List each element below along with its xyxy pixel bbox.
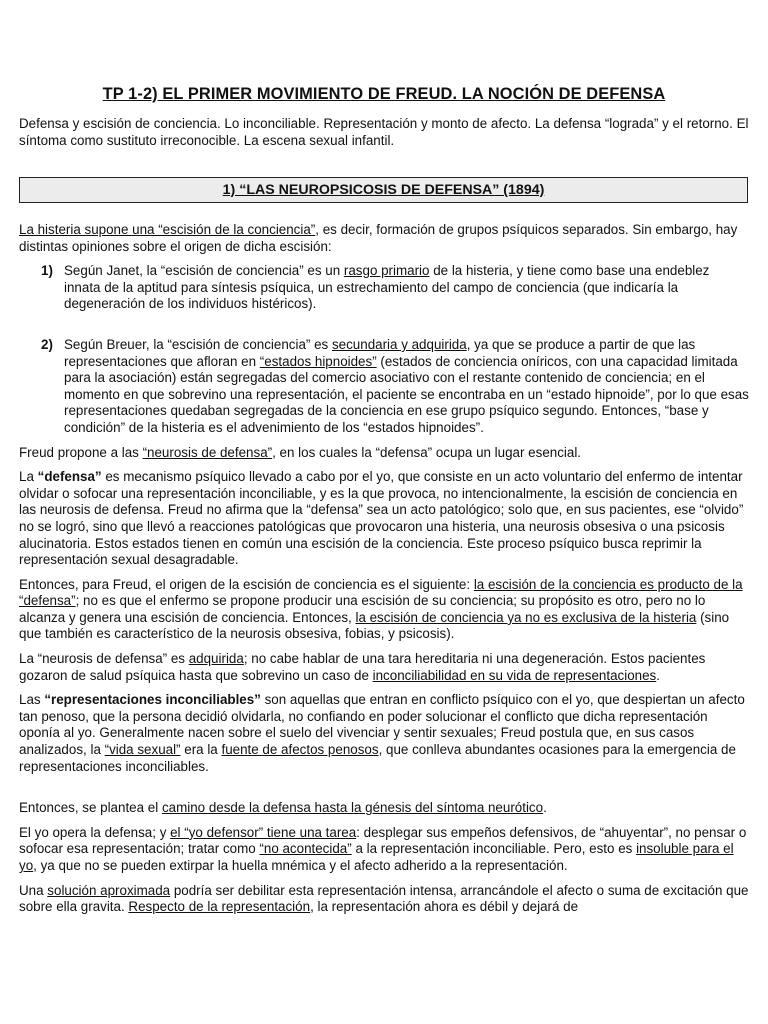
paragraph-origen-escision — [19, 577, 749, 643]
text-run: Entonces, para Freud, el origen de la escisión de conciencia es el siguiente: — [19, 576, 474, 592]
text-run: Según Breuer, la “escisión de conciencia” es — [64, 336, 332, 352]
underlined-text: “neurosis de defensa” — [142, 444, 273, 460]
document-title: TP 1-2) EL PRIMER MOVIMIENTO DE FREUD. LA NOCIÓN DE DEFENSA — [102, 85, 666, 103]
underlined-text: el “yo defensor” tiene una tarea — [170, 824, 357, 840]
underlined-text: Respecto de la representación — [128, 899, 311, 915]
section-heading: 1) “LAS NEUROPSICOSIS DE DEFENSA” (1894) — [19, 177, 748, 203]
text-run: . — [543, 800, 547, 816]
underlined-text: “vida sexual” — [104, 742, 181, 758]
underlined-text: rasgo primario — [343, 263, 430, 279]
list-number: 1) — [41, 263, 53, 279]
underlined-text: “estados hipnoides” — [259, 353, 377, 369]
text-run: son aquellas que entran en conflicto psíquico con el yo, que despiertan un afecto tan penoso, que la persona decidió olvidarla, no confiando en poder solucionar el conflicto que dicha representación oponía al yo. Generalmente nacen sobre el suelo del vivenciar y sentir sexuales; Freud postula que, en sus casos analizados, la — [19, 692, 745, 758]
paragraph-adquirida — [19, 651, 749, 684]
underlined-text: la escisión de la conciencia es producto de la “defensa” — [19, 576, 743, 609]
text-run: a la representación inconciliable. Pero, esto es — [351, 841, 637, 857]
text-run: Entonces, se plantea el — [19, 800, 162, 816]
underlined-text: camino desde la defensa hasta la génesis del síntoma neurótico — [161, 800, 544, 816]
text-run: de la histeria, y tiene como base una endeblez innata de la aptitud para síntesis psíquica, un estrechamiento del campo de conciencia (que indicaría la degeneración de los individuos histéricos). — [64, 263, 710, 312]
paragraph-representaciones — [19, 692, 749, 775]
text-run: : desplegar sus empeños defensivos, de “ahuyentar”, no pensar o sofocar esa representación; tratar como — [19, 824, 747, 857]
underlined-text: secundaria y adquirida — [331, 336, 467, 352]
bold-term: “representaciones inconciliables” — [44, 692, 261, 708]
underlined-text: la escisión de conciencia ya no es exclusiva de la histeria — [355, 609, 697, 625]
underlined-text: fuente de afectos penosos — [221, 742, 379, 758]
text-run: (estados de conciencia oníricos, con una capacidad limitada para la asociación) están segregadas del comercio asociativo con el restante contenido de conciencia; en el momento en que sobrevino una representación, el paciente se encontraba en un “estado hipnoide”, por lo que esas representaciones quedaban segregadas de la conciencia en ese grupo psíquico segundo. Entonces, “base y condición” de la histeria es el advenimiento de los “estados hipnoides”. — [64, 353, 749, 435]
text-run: Las — [19, 692, 45, 708]
paragraph-defensa — [19, 469, 749, 569]
text-run: podría ser debilitar esta representación intensa, arrancándole el afecto o suma de excitación que sobre ella gravita. — [19, 882, 749, 915]
text-run: ; no cabe hablar de una tara hereditaria ni una degeneración. Estos pacientes gozaron de salud psíquica hasta que sobrevino un caso de — [19, 651, 706, 683]
paragraph-camino — [19, 800, 749, 817]
list-item-breuer — [19, 337, 749, 437]
text-run: El yo opera la defensa; y — [19, 824, 171, 840]
text-run: La — [19, 469, 38, 485]
underlined-text: inconciliabilidad en su vida de representaciones — [372, 667, 657, 683]
underlined-text: “no acontecida” — [259, 841, 352, 857]
underlined-text: adquirida — [188, 651, 244, 667]
list-number: 2) — [41, 336, 53, 352]
text-run: , es decir, formación de grupos psíquicos separados. Sin embargo, hay distintas opiniones sobre el origen de dicha escisión: — [19, 222, 738, 254]
text-run: (sino que también es característico de la neurosis obsesiva, fobias, y psicosis). — [19, 609, 730, 642]
text-run: ; no es que el enfermo se propone producir una escisión de su conciencia; su propósito es otro, pero no lo alcanza y genera una escisión de conciencia. Entonces, — [19, 593, 706, 625]
text-run: , la representación ahora es débil y dejará de — [310, 899, 579, 915]
text-run: Freud propone a las — [19, 444, 143, 460]
paragraph-freud-propone — [19, 445, 749, 462]
document-body — [19, 222, 749, 924]
text-run: La “neurosis de defensa” es — [19, 651, 189, 667]
document-subtitle: Defensa y escisión de conciencia. Lo inconciliable. Representación y monto de afecto. La defensa “lograda” y el retorno. El síntoma como sustituto irreconocible. La escena sexual infantil. — [19, 116, 749, 148]
paragraph-yo-defensor — [19, 825, 749, 875]
text-run: es mecanismo psíquico llevado a cabo por el yo, que consiste en un acto voluntario del enfermo de intentar olvidar o sofocar una representación inconciliable, y es la que provoca, no intencionalmente, la escisión de conciencia en las neurosis de defensa. Freud no afirma que la “defensa” sea un acto patológico; solo que, en sus pacientes, ese “olvido” no se logró, sino que llevó a reacciones patológicas que provocaron una histeria, una neurosis obsesiva o una psicosis alucinatoria. Estos estados tienen en común una escisión de la conciencia. Este proceso psíquico busca reprimir la representación sexual desagradable. — [19, 469, 744, 568]
paragraph-solucion — [19, 883, 749, 916]
text-run: , en los cuales la “defensa” ocupa un lugar esencial. — [272, 444, 582, 460]
text-run: . — [656, 667, 660, 683]
text-run: , que conlleva abundantes ocasiones para la emergencia de representaciones inconciliables. — [19, 742, 736, 774]
text-run: Una — [19, 882, 48, 898]
list-item-janet — [19, 263, 749, 313]
text-run: , ya que se produce a partir de que las representaciones que afloran en — [64, 336, 696, 369]
underlined-text: La histeria supone una “escisión de la conciencia” — [19, 222, 316, 237]
opinions-list — [19, 263, 749, 436]
underlined-text: solución aproximada — [47, 882, 171, 898]
bold-term: “defensa” — [37, 469, 102, 485]
paragraph-histeria — [19, 222, 749, 255]
text-run: era la — [180, 742, 222, 758]
text-run: , ya que no se pueden extirpar la huella mnémica y el afecto adherido a la representación. — [33, 858, 568, 873]
text-run: Según Janet, la “escisión de conciencia” es un — [64, 263, 344, 279]
underlined-text: insoluble para el yo — [19, 841, 734, 873]
